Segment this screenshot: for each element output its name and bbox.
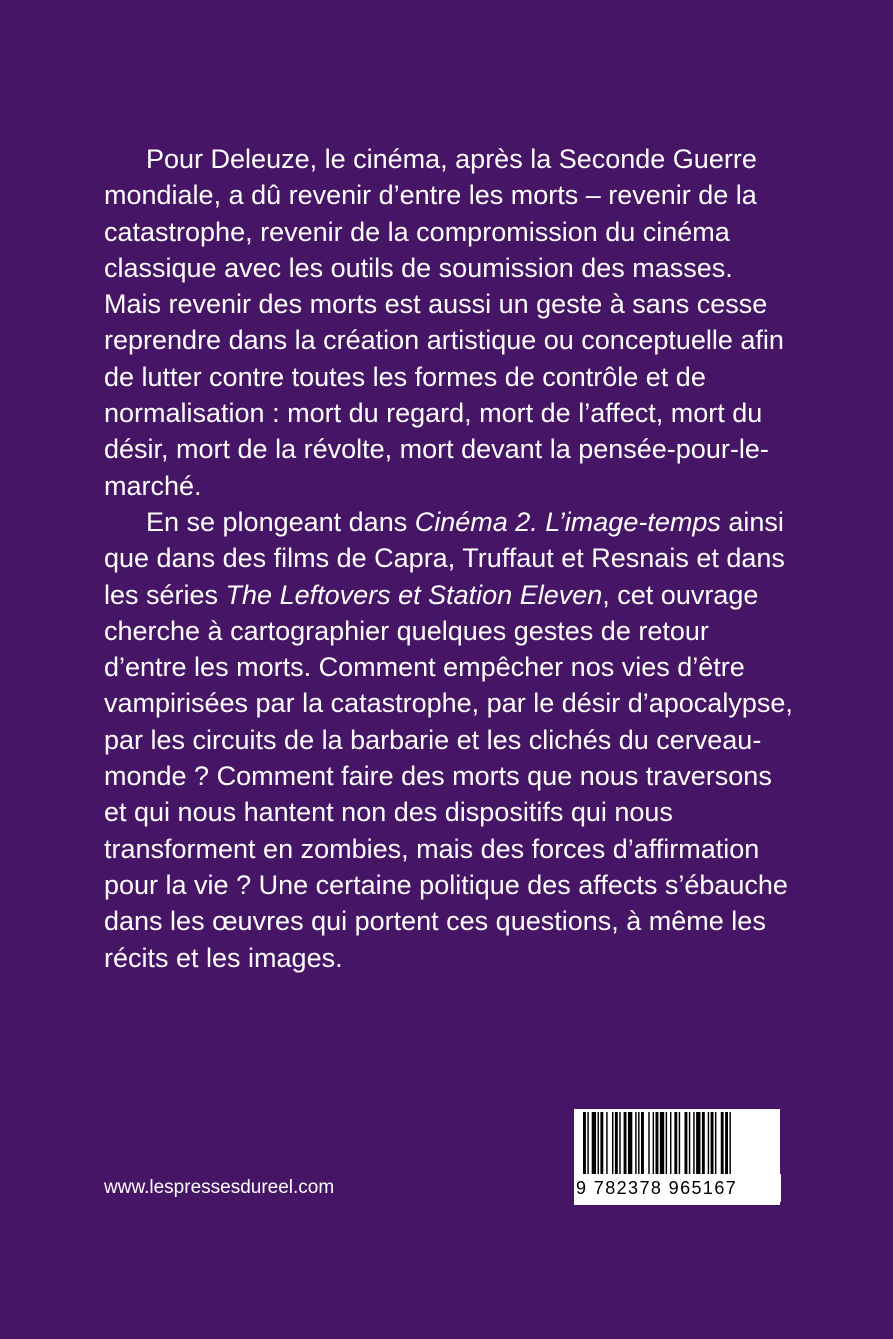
blurb-p2-part-a: En se plongeant dans <box>146 506 415 537</box>
barcode-bar <box>624 1112 627 1176</box>
barcode-bar <box>721 1112 724 1176</box>
barcode-bar <box>641 1112 644 1176</box>
barcode-bar <box>619 1112 620 1176</box>
barcode-bar <box>702 1112 705 1176</box>
barcode-bar <box>711 1112 714 1176</box>
barcode-bar <box>648 1112 649 1176</box>
blurb-p2-part-c: , cet ouvrage cherche à cartographier quelques gestes de retour d’entre les morts. Comment empêcher nos vies d’être vampirisées par la catastrophe, par le désir d’apocalypse, par les circuits de la barbarie et les clichés du cerveau-monde ? Comment faire des morts que nous traversons et qui nous hantent non des dispositifs qui nous transforment en zombies, mais des forces d’affirmation pour la vie ? Une certaine politique des affects s’ébauche dans les œuvres qui portent ces questions, à même les récits et les images. <box>104 579 793 973</box>
barcode-bar <box>628 1112 632 1176</box>
barcode-bar <box>653 1112 654 1176</box>
barcode-bar <box>612 1112 613 1176</box>
barcode-bar <box>598 1112 599 1176</box>
barcode-bar <box>715 1112 716 1176</box>
barcode-bar <box>606 1112 607 1176</box>
barcode-bar <box>689 1112 690 1176</box>
barcode-bar <box>674 1112 677 1176</box>
blurb-p2-part-b: ainsi que dans des films de Capra, Truffaut et Resnais et dans les séries <box>104 506 785 610</box>
barcode-bar <box>679 1112 680 1176</box>
barcode-bar <box>670 1112 671 1176</box>
publisher-website-link[interactable]: www.lespressesdureel.com <box>104 1177 335 1198</box>
blurb-paragraph-1: Pour Deleuze, le cinéma, après la Seconde Guerre mondiale, a dû revenir d’entre les morts – revenir de la catastrophe, revenir de la compromission du cinéma classique avec les outils de soumission des masses. Mais revenir des morts est aussi un geste à sans cesse reprendre dans la création artistique ou conceptuelle afin de lutter contre toutes les formes de contrôle et de normalisation : mort du regard, mort de l’affect, mort du désir, mort de la révolte, mort devant la pensée-pour-le-marché. <box>104 144 784 501</box>
barcode-bar <box>693 1112 694 1176</box>
isbn-number: 9 782378 965167 <box>575 1174 781 1202</box>
barcode-bar <box>592 1112 596 1176</box>
barcode-bar <box>635 1112 636 1176</box>
barcode-bar <box>696 1112 700 1176</box>
book-title: Cinéma 2. L’image-temps <box>414 506 721 537</box>
barcode-bar <box>638 1112 639 1176</box>
blurb-paragraph-2 <box>104 504 794 976</box>
barcode-bar <box>615 1112 618 1176</box>
barcode-bar <box>685 1112 688 1176</box>
barcode-bar <box>708 1112 709 1176</box>
barcode-bar <box>600 1112 603 1176</box>
blurb-text <box>104 141 794 976</box>
barcode-bar <box>666 1112 667 1176</box>
series-titles: The Leftovers et Station Eleven <box>225 579 603 610</box>
